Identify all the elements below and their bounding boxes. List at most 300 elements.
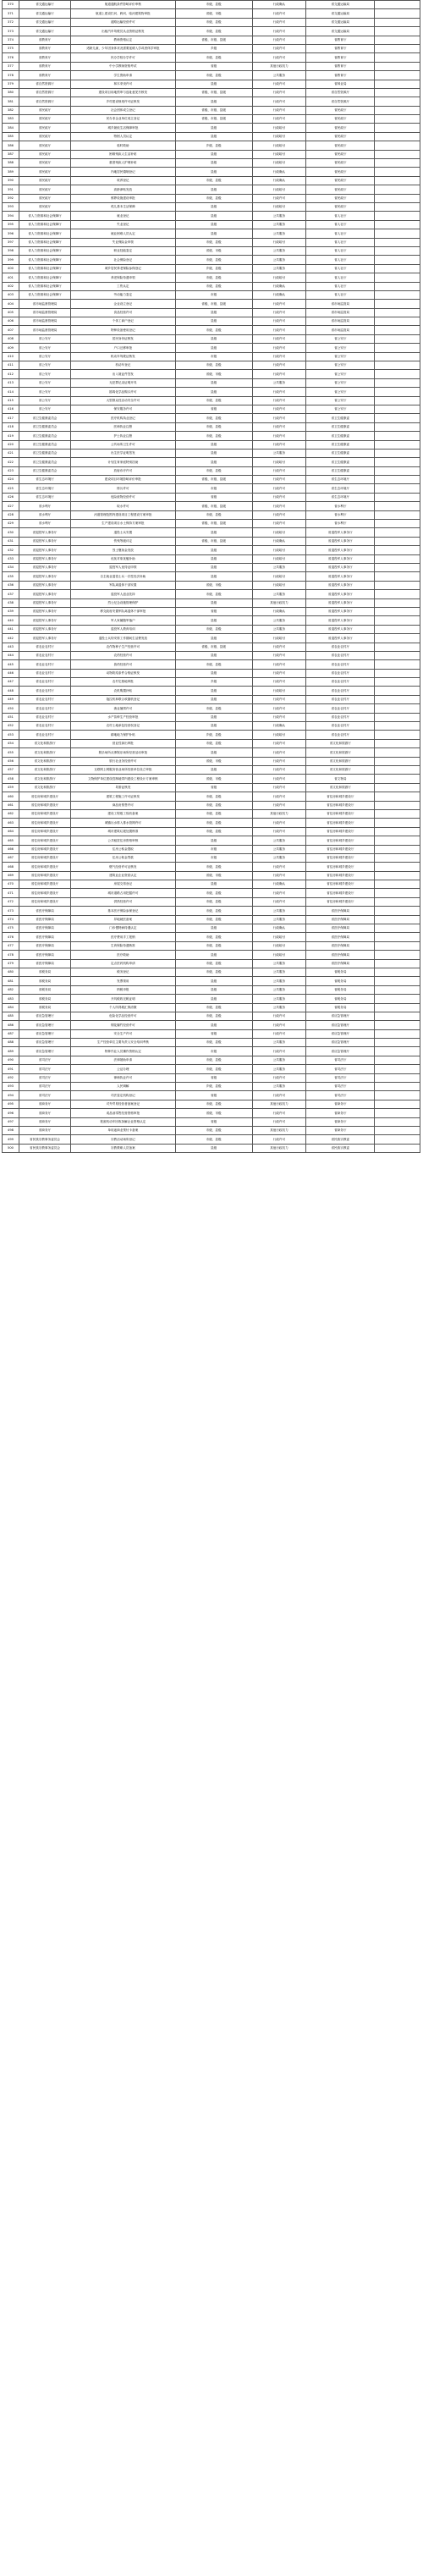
cell-leader: 省民政厅 xyxy=(306,141,375,150)
cell-type: 行政许可 xyxy=(252,440,306,449)
cell-level: 省级、市级、县级 xyxy=(175,88,252,97)
cell-name: 社会保险登记 xyxy=(71,256,176,264)
cell-no: 408 xyxy=(3,334,19,343)
cell-level: 省级 xyxy=(175,783,252,792)
cell-dept: 省司法厅 xyxy=(19,1083,70,1091)
cell-leader: 省退役军人事务厅 xyxy=(306,598,375,607)
cell-dept: 省水利厅 xyxy=(19,520,70,528)
cell-leader: 省人社厅 xyxy=(306,229,375,238)
cell-dept: 省人力资源和社会保障厅 xyxy=(19,246,70,255)
cell-leader: 省农业农村厅 xyxy=(306,687,375,695)
cell-name: 就业登记 xyxy=(71,212,176,220)
cell-type: 行政许可 xyxy=(252,115,306,124)
cell-dept: 省卫生健康委员会 xyxy=(19,440,70,449)
cell-leader: 省卫生健康委 xyxy=(306,440,375,449)
cell-name: 优抚对象抚恤补助 xyxy=(71,554,176,563)
cell-note xyxy=(375,704,420,713)
cell-name: 建筑业企业资质认定 xyxy=(71,871,176,880)
cell-no: 473 xyxy=(3,907,19,915)
cell-level: 省级、市级 xyxy=(175,757,252,765)
cell-level: 市级、县级 xyxy=(175,1127,252,1135)
cell-no: 433 xyxy=(3,554,19,563)
cell-type: 其他行政权力 xyxy=(252,809,306,818)
table-row xyxy=(3,282,420,290)
cell-leader: 省农业农村厅 xyxy=(306,731,375,739)
cell-no: 425 xyxy=(3,484,19,493)
cell-no: 474 xyxy=(3,915,19,924)
cell-leader: 省退役军人事务厅 xyxy=(306,537,375,545)
cell-dept: 省商务厅 xyxy=(19,1100,70,1108)
cell-no: 456 xyxy=(3,757,19,765)
cell-dept: 省生态环境厅 xyxy=(19,493,70,501)
cell-leader: 省住房和城乡建设厅 xyxy=(306,853,375,862)
cell-name: 宗教教职人员备案 xyxy=(71,1144,176,1152)
cell-type: 行政许可 xyxy=(252,678,306,687)
cell-name: 退役军人优待证申领 xyxy=(71,564,176,572)
cell-dept: 省公安厅 xyxy=(19,396,70,405)
cell-dept: 省农业农村厅 xyxy=(19,722,70,731)
cell-leader: 省市场监管局 xyxy=(306,300,375,308)
cell-name: 航道通航条件影响评价审核 xyxy=(71,1,176,9)
cell-no: 387 xyxy=(3,150,19,158)
cell-dept: 省税务局 xyxy=(19,977,70,985)
cell-leader: 省人社厅 xyxy=(306,264,375,273)
cell-leader: 省退役军人事务厅 xyxy=(306,590,375,598)
cell-leader: 省司法厅 xyxy=(306,1091,375,1100)
table-row xyxy=(3,1083,420,1091)
cell-dept: 省交通运输厅 xyxy=(19,1,70,9)
cell-leader: 省生态环境厅 xyxy=(306,476,375,484)
cell-leader: 省卫生健康委 xyxy=(306,432,375,440)
cell-leader: 省人社厅 xyxy=(306,212,375,220)
cell-no: 390 xyxy=(3,176,19,185)
table-row xyxy=(3,141,420,150)
cell-leader: 省公安厅 xyxy=(306,405,375,413)
cell-leader: 省住房和城乡建设厅 xyxy=(306,897,375,906)
table-row xyxy=(3,748,420,757)
table-row xyxy=(3,132,420,141)
cell-level: 市级、县级 xyxy=(175,801,252,809)
cell-type: 行政给付 xyxy=(252,941,306,950)
cell-leader: 省应急管理厅 xyxy=(306,1029,375,1038)
cell-dept: 省人力资源和社会保障厅 xyxy=(19,220,70,229)
cell-note xyxy=(375,150,420,158)
cell-level: 市级、县级 xyxy=(175,282,252,290)
table-row xyxy=(3,1029,420,1038)
cell-level: 市级、县级 xyxy=(175,941,252,950)
cell-level: 市级、县级 xyxy=(175,273,252,282)
cell-no: 399 xyxy=(3,256,19,264)
cell-leader: 省自然资源厅 xyxy=(306,88,375,97)
cell-type: 公共服务 xyxy=(252,985,306,994)
cell-level: 县级 xyxy=(175,554,252,563)
cell-no: 481 xyxy=(3,977,19,985)
cell-leader: 省卫生健康委 xyxy=(306,449,375,457)
cell-note xyxy=(375,220,420,229)
cell-note xyxy=(375,889,420,897)
cell-note xyxy=(375,625,420,633)
cell-note xyxy=(375,378,420,387)
cell-name: 农作物种子生产经营许可 xyxy=(71,643,176,651)
table-row xyxy=(3,809,420,818)
cell-note xyxy=(375,458,420,466)
cell-level: 市级 xyxy=(175,1047,252,1056)
cell-no: 463 xyxy=(3,819,19,827)
table-row xyxy=(3,783,420,792)
table-row xyxy=(3,977,420,985)
cell-note xyxy=(375,414,420,422)
cell-dept: 省自然资源厅 xyxy=(19,97,70,106)
cell-type: 行政给付 xyxy=(252,185,306,194)
cell-name: 退役军人创业扶持 xyxy=(71,590,176,598)
cell-leader: 省公安厅 xyxy=(306,388,375,396)
cell-note xyxy=(375,731,420,739)
cell-note xyxy=(375,370,420,378)
cell-leader: 省公安厅 xyxy=(306,370,375,378)
cell-leader: 省人社厅 xyxy=(306,290,375,299)
cell-no: 441 xyxy=(3,625,19,633)
cell-level: 县级 xyxy=(175,564,252,572)
cell-note xyxy=(375,651,420,659)
cell-dept: 省人力资源和社会保障厅 xyxy=(19,212,70,220)
cell-no: 400 xyxy=(3,264,19,273)
cell-name: 养老保险待遇申领 xyxy=(71,273,176,282)
cell-dept: 省应急管理厅 xyxy=(19,1012,70,1020)
cell-dept: 省市场监督管理局 xyxy=(19,326,70,334)
cell-dept: 省住房和城乡建设厅 xyxy=(19,853,70,862)
cell-dept: 省退役军人事务厅 xyxy=(19,590,70,598)
cell-dept: 省生态环境厅 xyxy=(19,476,70,484)
cell-dept: 省民政厅 xyxy=(19,159,70,168)
cell-dept: 省住房和城乡建设厅 xyxy=(19,819,70,827)
table-row xyxy=(3,238,420,246)
cell-dept: 省民政厅 xyxy=(19,185,70,194)
cell-leader: 省公安厅 xyxy=(306,396,375,405)
cell-name: 城镇污水排入排水管网许可 xyxy=(71,819,176,827)
cell-note xyxy=(375,687,420,695)
cell-leader: 省医疗保障局 xyxy=(306,907,375,915)
cell-no: 448 xyxy=(3,687,19,695)
cell-leader: 省应急管理厅 xyxy=(306,1047,375,1056)
cell-level: 省级、市级 xyxy=(175,246,252,255)
cell-dept: 省民族宗教事务委员会 xyxy=(19,1135,70,1144)
cell-no: 495 xyxy=(3,1100,19,1108)
cell-name: 出生医学证明签发 xyxy=(71,449,176,457)
cell-dept: 省住房和城乡建设厅 xyxy=(19,827,70,836)
cell-level: 省级、市级、县级 xyxy=(175,476,252,484)
cell-no: 444 xyxy=(3,651,19,659)
cell-name: 河道管理范围内建设项目工程建设方案审批 xyxy=(71,510,176,519)
cell-type: 公共服务 xyxy=(252,968,306,976)
cell-leader: 省自然资源厅 xyxy=(306,97,375,106)
table-row xyxy=(3,97,420,106)
cell-no: 414 xyxy=(3,388,19,396)
cell-no: 477 xyxy=(3,941,19,950)
cell-no: 415 xyxy=(3,396,19,405)
cell-type: 行政许可 xyxy=(252,1012,306,1020)
cell-leader: 省卫生健康委 xyxy=(306,466,375,475)
cell-note xyxy=(375,308,420,317)
table-row xyxy=(3,159,420,168)
cell-note xyxy=(375,502,420,510)
cell-note xyxy=(375,959,420,968)
cell-name: 个体工商户登记 xyxy=(71,317,176,326)
cell-dept: 省退役军人事务厅 xyxy=(19,581,70,589)
cell-note xyxy=(375,484,420,493)
cell-note xyxy=(375,554,420,563)
cell-no: 381 xyxy=(3,97,19,106)
table-row xyxy=(3,510,420,519)
cell-no: 376 xyxy=(3,53,19,62)
cell-dept: 省农业农村厅 xyxy=(19,643,70,651)
cell-leader: 省税务局 xyxy=(306,995,375,1003)
table-row xyxy=(3,71,420,80)
cell-dept: 省司法厅 xyxy=(19,1073,70,1082)
cell-type: 公共服务 xyxy=(252,449,306,457)
cell-note xyxy=(375,1039,420,1047)
cell-note xyxy=(375,238,420,246)
cell-dept: 省住房和城乡建设厅 xyxy=(19,897,70,906)
cell-leader: 省民政厅 xyxy=(306,115,375,124)
cell-name: 医疗救助 xyxy=(71,951,176,959)
cell-dept: 省退役军人事务厅 xyxy=(19,528,70,537)
cell-dept: 省人力资源和社会保障厅 xyxy=(19,256,70,264)
cell-leader: 省文化和旅游厅 xyxy=(306,783,375,792)
cell-note xyxy=(375,1117,420,1126)
table-row xyxy=(3,863,420,871)
cell-note xyxy=(375,863,420,871)
cell-leader: 省文化和旅游厅 xyxy=(306,748,375,757)
cell-leader: 省农业农村厅 xyxy=(306,695,375,703)
cell-level: 省级、市级、县级 xyxy=(175,537,252,545)
cell-no: 492 xyxy=(3,1073,19,1082)
table-row xyxy=(3,502,420,510)
cell-note xyxy=(375,572,420,581)
cell-no: 431 xyxy=(3,537,19,545)
cell-no: 480 xyxy=(3,968,19,976)
cell-name: 失业登记 xyxy=(71,220,176,229)
table-row xyxy=(3,106,420,114)
cell-leader: 省退役军人事务厅 xyxy=(306,634,375,643)
cell-name: 住房公积金提取 xyxy=(71,845,176,853)
cell-name: 宗教活动场所登记 xyxy=(71,1135,176,1144)
cell-leader: 省应急管理厅 xyxy=(306,1021,375,1029)
table-row xyxy=(3,616,420,625)
cell-leader: 省医疗保障局 xyxy=(306,915,375,924)
cell-name: 教师资格认定 xyxy=(71,36,176,44)
cell-level: 市级、县级 xyxy=(175,863,252,871)
cell-level: 市级 xyxy=(175,845,252,853)
cell-level: 市级、县级 xyxy=(175,1012,252,1020)
cell-leader: 省住房和城乡建设厅 xyxy=(306,792,375,801)
cell-type: 公共服务 xyxy=(252,71,306,80)
cell-name: 就业困难人员认定 xyxy=(71,229,176,238)
cell-no: 438 xyxy=(3,598,19,607)
cell-name: 法律援助申请 xyxy=(71,1056,176,1064)
cell-note xyxy=(375,115,420,124)
cell-type: 行政许可 xyxy=(252,466,306,475)
cell-leader: 省住房和城乡建设厅 xyxy=(306,827,375,836)
cell-note xyxy=(375,1056,420,1064)
cell-type: 公共服务 xyxy=(252,229,306,238)
cell-level: 县级 xyxy=(175,1021,252,1029)
cell-leader: 省市场监管局 xyxy=(306,317,375,326)
cell-type: 行政许可 xyxy=(252,326,306,334)
cell-dept: 省民政厅 xyxy=(19,202,70,211)
table-row xyxy=(3,581,420,589)
table-row xyxy=(3,871,420,880)
cell-type: 行政许可 xyxy=(252,432,306,440)
cell-note xyxy=(375,607,420,615)
cell-type: 行政许可 xyxy=(252,317,306,326)
cell-type: 行政许可 xyxy=(252,476,306,484)
cell-no: 384 xyxy=(3,124,19,132)
table-row xyxy=(3,1039,420,1047)
cell-no: 454 xyxy=(3,739,19,747)
cell-leader: 省民政厅 xyxy=(306,132,375,141)
cell-dept: 省文化和旅游厅 xyxy=(19,739,70,747)
cell-leader: 省退役军人事务厅 xyxy=(306,572,375,581)
cell-name: 导游证核发 xyxy=(71,783,176,792)
cell-note xyxy=(375,36,420,44)
cell-dept: 省农业农村厅 xyxy=(19,651,70,659)
cell-leader: 省教育厅 xyxy=(306,62,375,70)
cell-leader: 省农业农村厅 xyxy=(306,713,375,721)
cell-type: 行政许可 xyxy=(252,493,306,501)
cell-no: 426 xyxy=(3,493,19,501)
cell-no: 388 xyxy=(3,159,19,168)
cell-no: 449 xyxy=(3,695,19,703)
cell-name: 基本医疗保险参保登记 xyxy=(71,907,176,915)
table-row xyxy=(3,704,420,713)
cell-name: 拖拉机和联合收割机登记 xyxy=(71,695,176,703)
cell-name: 食品经营许可 xyxy=(71,308,176,317)
cell-name: 居民身份证核发 xyxy=(71,334,176,343)
table-row xyxy=(3,493,420,501)
cell-dept: 省文化和旅游厅 xyxy=(19,765,70,774)
cell-level: 县级 xyxy=(175,458,252,466)
cell-name: 出租汽车驾驶员从业资格证核发 xyxy=(71,27,176,36)
table-row xyxy=(3,757,420,765)
cell-note xyxy=(375,995,420,1003)
cell-type: 行政给付 xyxy=(252,458,306,466)
cell-name: 道路运输经营许可 xyxy=(71,18,176,26)
cell-dept: 省住房和城乡建设厅 xyxy=(19,801,70,809)
cell-level: 市级、县级 xyxy=(175,739,252,747)
cell-note xyxy=(375,1135,420,1144)
cell-note xyxy=(375,836,420,845)
cell-dept: 省教育厅 xyxy=(19,44,70,52)
cell-level: 省级、市级 xyxy=(175,9,252,18)
cell-no: 372 xyxy=(3,18,19,26)
cell-name: 航道上建设拦河、跨河、临河建筑物审批 xyxy=(71,9,176,18)
table-row xyxy=(3,344,420,352)
cell-dept: 省卫生健康委员会 xyxy=(19,458,70,466)
cell-no: 439 xyxy=(3,607,19,615)
table-row xyxy=(3,1073,420,1082)
table-row xyxy=(3,44,420,52)
table-row xyxy=(3,449,420,457)
cell-no: 447 xyxy=(3,678,19,687)
cell-dept: 省医疗保障局 xyxy=(19,924,70,933)
cell-leader: 省民政厅 xyxy=(306,106,375,114)
cell-level: 县级 xyxy=(175,168,252,176)
cell-leader: 省教育厅 xyxy=(306,36,375,44)
cell-note xyxy=(375,194,420,202)
cell-leader: 省民政厅 xyxy=(306,168,375,176)
cell-type: 行政许可 xyxy=(252,1029,306,1038)
cell-level: 省级、市级、县级 xyxy=(175,643,252,651)
cell-leader: 省医疗保障局 xyxy=(306,951,375,959)
table-row xyxy=(3,202,420,211)
cell-level: 市级、县级 xyxy=(175,590,252,598)
cell-level: 市级、县级 xyxy=(175,809,252,818)
cell-dept: 省住房和城乡建设厅 xyxy=(19,889,70,897)
cell-name: 危险废物经营许可 xyxy=(71,493,176,501)
cell-leader: 省人社厅 xyxy=(306,246,375,255)
table-row xyxy=(3,88,420,97)
cell-name: 单用途商业预付卡备案 xyxy=(71,1127,176,1135)
cell-dept: 省文化和旅游厅 xyxy=(19,775,70,783)
cell-note xyxy=(375,819,420,827)
cell-level: 市级 xyxy=(175,484,252,493)
cell-type: 行政给付 xyxy=(252,546,306,554)
cell-note xyxy=(375,933,420,941)
cell-type: 行政确认 xyxy=(252,537,306,545)
cell-note xyxy=(375,678,420,687)
cell-name: 烟花爆竹经营许可 xyxy=(71,1021,176,1029)
table-row xyxy=(3,1109,420,1117)
cell-name: 发票领用 xyxy=(71,977,176,985)
table-row xyxy=(3,334,420,343)
table-row xyxy=(3,827,420,836)
service-items-table xyxy=(2,0,420,1153)
cell-no: 391 xyxy=(3,185,19,194)
cell-name: 兽药经营许可 xyxy=(71,660,176,669)
cell-note xyxy=(375,880,420,889)
table-row xyxy=(3,951,420,959)
cell-note xyxy=(375,256,420,264)
cell-dept: 省住房和城乡建设厅 xyxy=(19,845,70,853)
cell-note xyxy=(375,713,420,721)
cell-dept: 省公安厅 xyxy=(19,370,70,378)
cell-dept: 省退役军人事务厅 xyxy=(19,546,70,554)
cell-leader: 省文化和旅游厅 xyxy=(306,739,375,747)
cell-no: 471 xyxy=(3,889,19,897)
table-row xyxy=(3,246,420,255)
cell-type: 行政给付 xyxy=(252,238,306,246)
cell-leader: 省商务厅 xyxy=(306,1127,375,1135)
cell-leader: 省商务厅 xyxy=(306,1100,375,1108)
cell-leader: 省民政厅 xyxy=(306,150,375,158)
cell-note xyxy=(375,290,420,299)
cell-note xyxy=(375,185,420,194)
table-row xyxy=(3,18,420,26)
table-row xyxy=(3,440,420,449)
cell-note xyxy=(375,62,420,70)
cell-name: 供热经营许可 xyxy=(71,897,176,906)
cell-leader: 省商务厅 xyxy=(306,1117,375,1126)
cell-note xyxy=(375,660,420,669)
cell-type: 行政给付 xyxy=(252,132,306,141)
cell-note xyxy=(375,510,420,519)
cell-level: 市级、县级 xyxy=(175,53,252,62)
cell-level: 市级、县级 xyxy=(175,422,252,431)
cell-leader: 省农业农村厅 xyxy=(306,678,375,687)
cell-level: 县级 xyxy=(175,634,252,643)
cell-note xyxy=(375,71,420,80)
cell-name: 剧毒化学品购买许可 xyxy=(71,388,176,396)
